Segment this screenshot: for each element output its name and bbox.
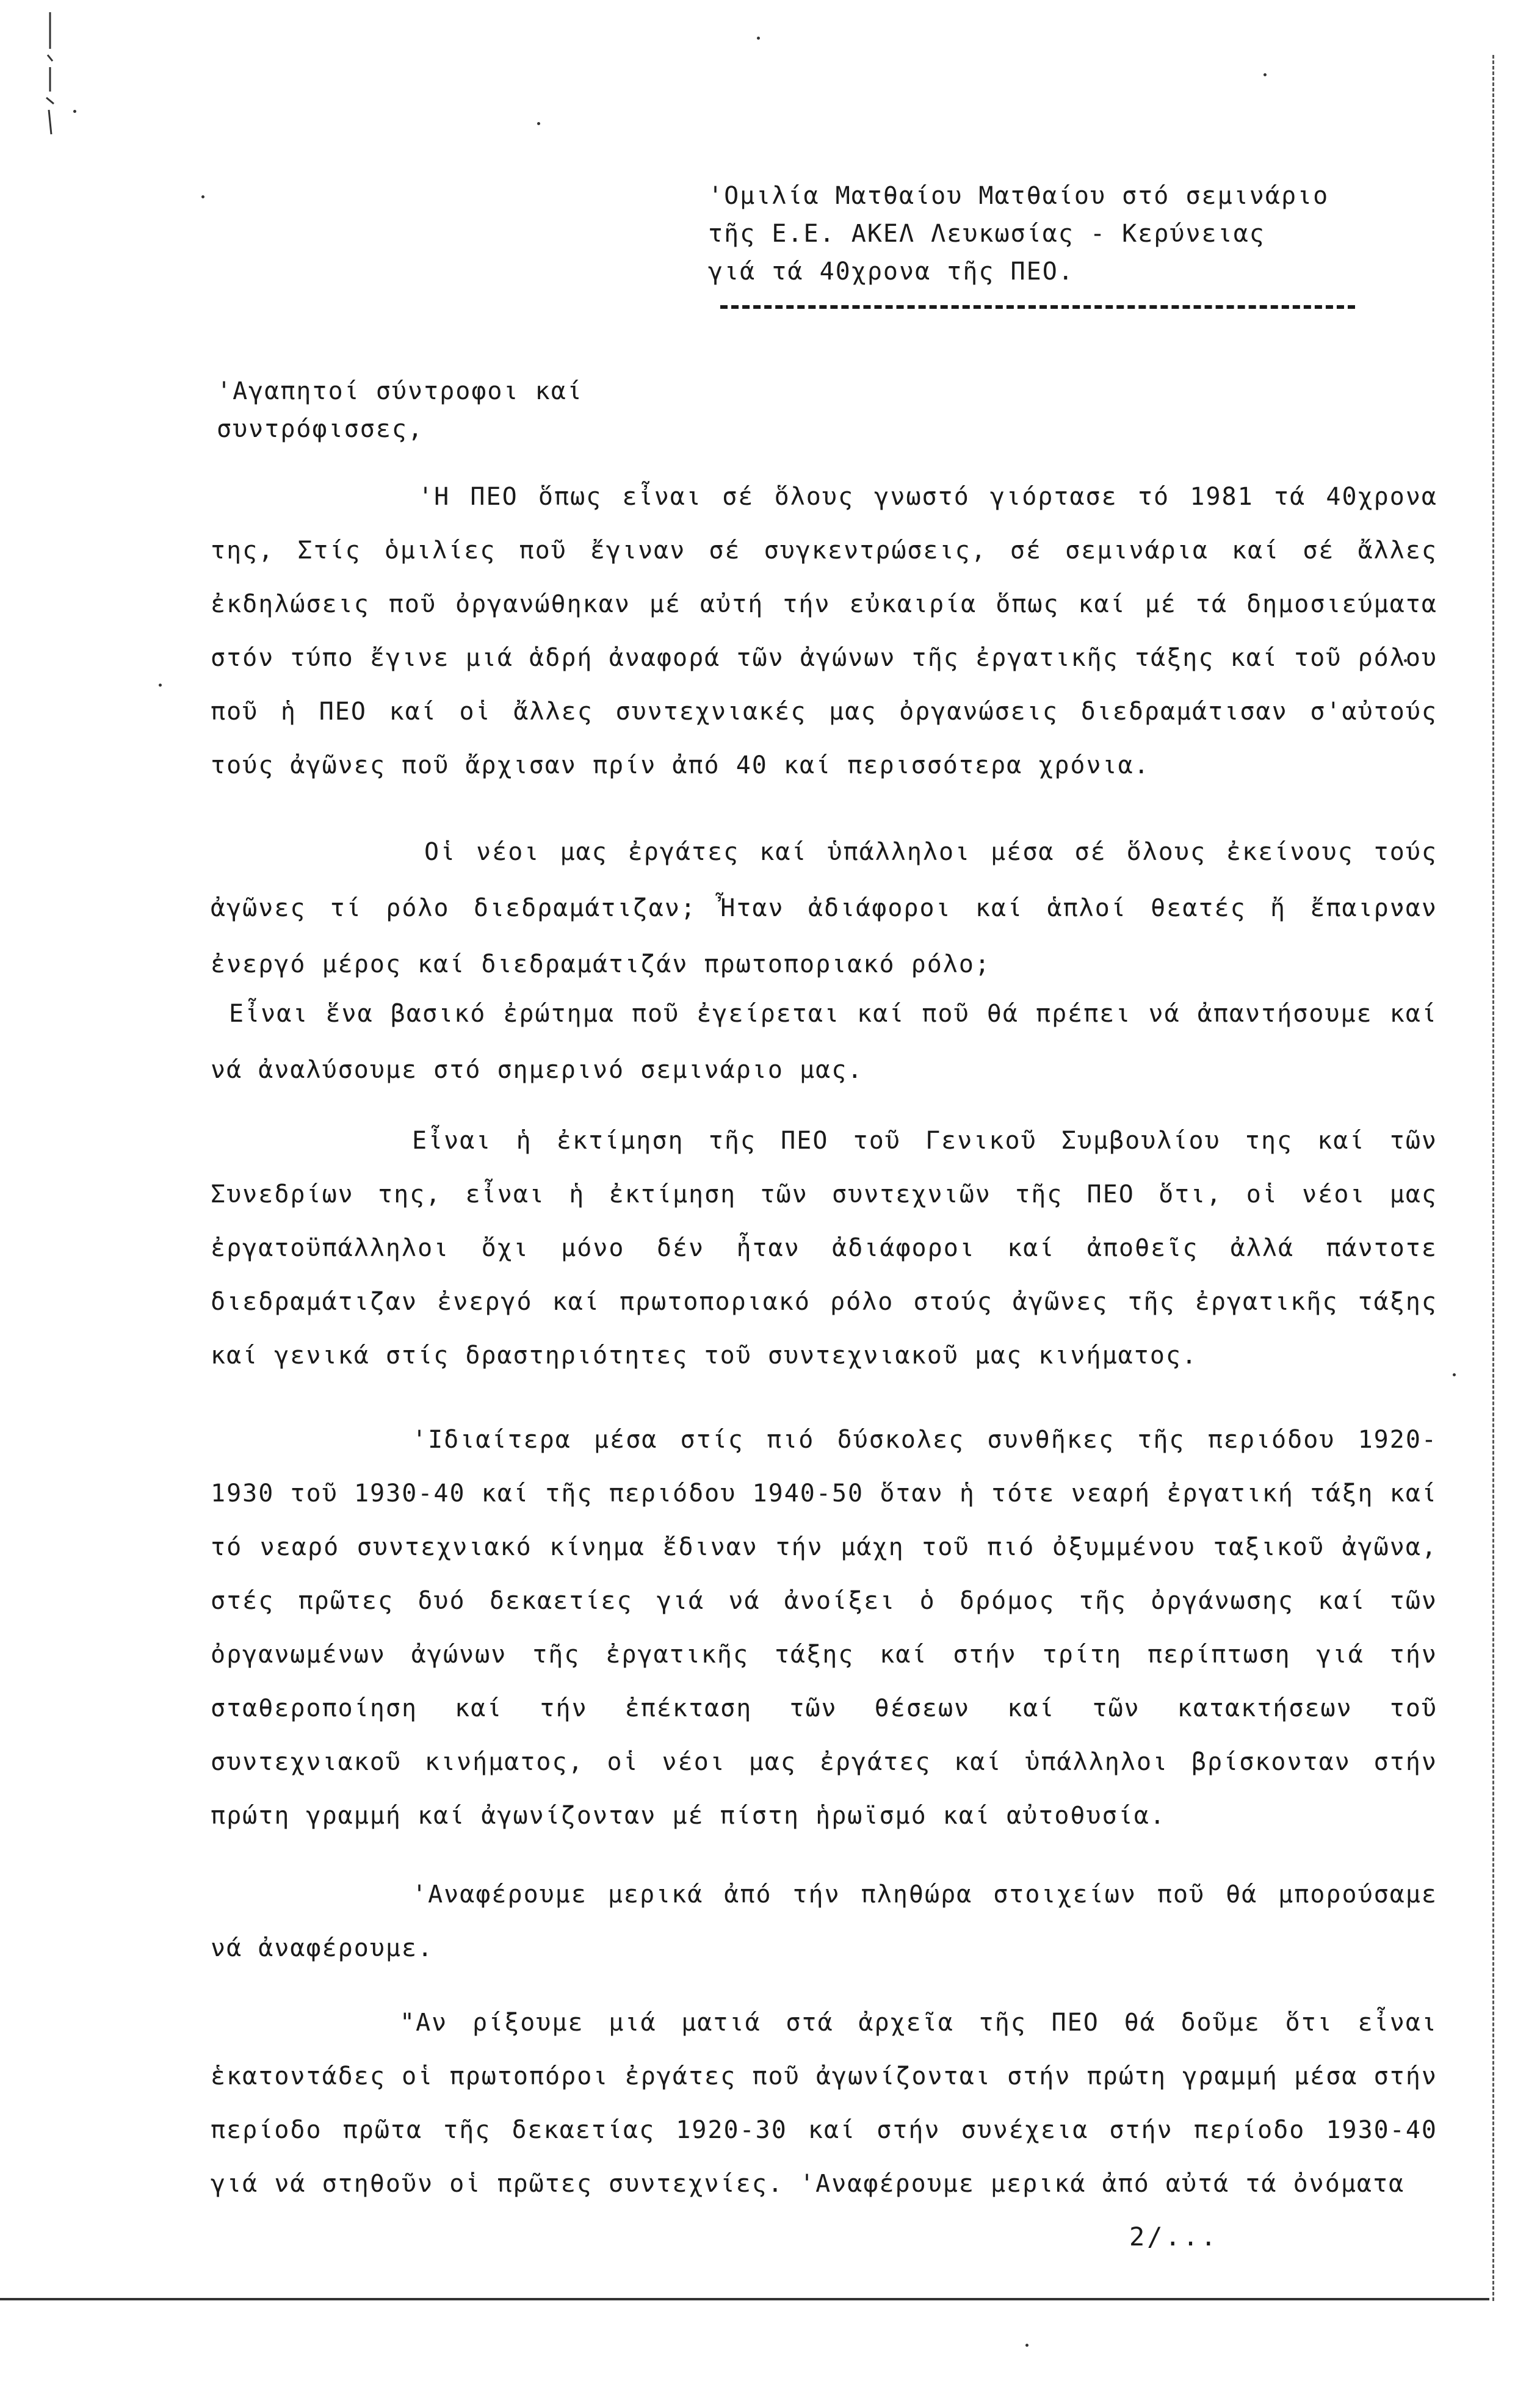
salutation-line-1: 'Αγαπητοί σύντροφοι καί bbox=[217, 377, 583, 405]
page-continuation-mark: 2/... bbox=[1129, 2222, 1219, 2252]
paragraph-7: "Αν ρίξουμε μιά ματιά στά ἀρχεῖα τῆς ΠΕΟ θά δοῦμε ὅτι εἶναι ἑκατοντάδες οἱ πρωτοπόροι ἐργάτες ποῦ ἀγωνίζονται στήν πρώτη γραμμή μέσα στήν περίοδο πρῶτα τῆς δεκαετίας 1920-30 καί στήν συνέχεια στήν περίοδο 1930-40 γιά νά στηθοῦν οἱ πρῶτες συντεχνίες. 'Αναφέρουμε μερικά ἀπό αὐτά τά ὀνόματα bbox=[211, 2009, 1437, 2198]
paragraph-2: Οἱ νέοι μας ἐργάτες καί ὑπάλληλοι μέσα σέ ὅλους ἐκείνους τούς ἀγῶνες τί ρόλο διεδραμάτιζαν; Ἦταν ἀδιάφοροι καί ἁπλοί θεατές ἤ ἔπαιρναν ἐνεργό μέρος καί διεδραμάτιζάν πρωτοποριακό ρόλο; bbox=[211, 838, 1437, 978]
scan-speck bbox=[1263, 73, 1267, 76]
paragraph-4: Εἶναι ἡ ἐκτίμηση τῆς ΠΕΟ τοῦ Γενικοῦ Συμβουλίου της καί τῶν Συνεδρίων της, εἶναι ἡ ἐκτίμηση τῶν συντεχνιῶν τῆς ΠΕΟ ὅτι, οἱ νέοι μας ἐργατοϋπάλληλοι ὄχι μόνο δέν ἦταν ἀδιάφοροι καί ἀποθεῖς ἀλλά πάντοτε διεδραμάτιζαν ἐνεργό καί πρωτοποριακό ρόλο στούς ἀγῶνες τῆς ἐργατικῆς τάξης καί γενικά στίς δραστηριότητες τοῦ συντεχνιακοῦ μας κινήματος. bbox=[211, 1127, 1437, 1370]
scan-speck bbox=[757, 37, 760, 40]
title-dashed-underline bbox=[720, 305, 1355, 309]
salutation bbox=[217, 372, 644, 448]
paragraph-6: 'Αναφέρουμε μερικά ἀπό τήν πληθώρα στοιχείων ποῦ θά μπορούσαμε νά ἀναφέρουμε. bbox=[211, 1880, 1437, 1962]
salutation-line-2: συντρόφισσες, bbox=[217, 415, 424, 443]
scan-speck bbox=[537, 122, 540, 125]
paragraph-3: Εἶναι ἕνα βασικό ἐρώτημα ποῦ ἐγείρεται καί ποῦ θά πρέπει νά ἀπαντήσουμε καί νά ἀναλύσουμε στό σημερινό σεμινάριο μας. bbox=[211, 1000, 1437, 1084]
speech-title-line-1: 'Ομιλία Ματθαίου Ματθαίου στό σεμινάριο bbox=[708, 182, 1329, 210]
scan-speck bbox=[201, 195, 204, 198]
scan-speck bbox=[1453, 1373, 1456, 1376]
speech-title-line-3: γιά τά 40χρονα τῆς ΠΕΟ. bbox=[708, 258, 1074, 286]
page-bottom-edge-line bbox=[0, 2298, 1489, 2300]
page-right-edge-line bbox=[1492, 55, 1494, 2301]
speech-title-line-2: τῆς Ε.Ε. ΑΚΕΛ Λευκωσίας - Κερύνειας bbox=[708, 220, 1265, 248]
binder-hole-mark bbox=[43, 12, 57, 134]
paragraph-1: 'Η ΠΕΟ ὅπως εἶναι σέ ὅλους γνωστό γιόρτασε τό 1981 τά 40χρονα της, Στίς ὁμιλίες ποῦ ἔγιναν σέ συγκεντρώσεις, σέ σεμινάρια καί σέ ἄλλες ἐκδηλώσεις ποῦ ὀργανώθηκαν μέ αὐτή τήν εὐκαιρία ὅπως καί μέ τά δημοσιεύματα στόν τύπο ἔγινε μιά ἁδρή ἀναφορά τῶν ἀγώνων τῆς ἐργατικῆς τάξης καί τοῦ ρόλου ποῦ ἡ ΠΕΟ καί οἱ ἄλλες συντεχνιακές μας ὀργανώσεις διεδραμάτισαν σ'αὐτούς τούς ἀγῶνες ποῦ ἄρχισαν πρίν ἀπό 40 καί περισσότερα χρόνια. bbox=[211, 483, 1437, 779]
scan-speck bbox=[159, 684, 162, 687]
scan-speck bbox=[1025, 2344, 1028, 2347]
speech-title-block bbox=[708, 177, 1428, 291]
scan-speck bbox=[73, 110, 76, 113]
paragraph-5: 'Ιδιαίτερα μέσα στίς πιό δύσκολες συνθῆκες τῆς περιόδου 1920-1930 τοῦ 1930-40 καί τῆς περιόδου 1940-50 ὅταν ἡ τότε νεαρή ἐργατική τάξη καί τό νεαρό συντεχνιακό κίνημα ἔδιναν τήν μάχη τοῦ πιό ὀξυμμένου ταξικοῦ ἀγῶνα, στές πρῶτες δυό δεκαετίες γιά νά ἀνοίξει ὁ δρόμος τῆς ὀργάνωσης καί τῶν ὀργανωμένων ἀγώνων τῆς ἐργατικῆς τάξης καί στήν τρίτη περίπτωση γιά τήν σταθεροποίηση καί τήν ἐπέκταση τῶν θέσεων καί τῶν κατακτήσεων τοῦ συντεχνιακοῦ κινήματος, οἱ νέοι μας ἐργάτες καί ὑπάλληλοι βρίσκονταν στήν πρώτη γραμμή καί ἀγωνίζονταν μέ πίστη ἡρωϊσμό καί αὐτοθυσία. bbox=[211, 1426, 1437, 1830]
